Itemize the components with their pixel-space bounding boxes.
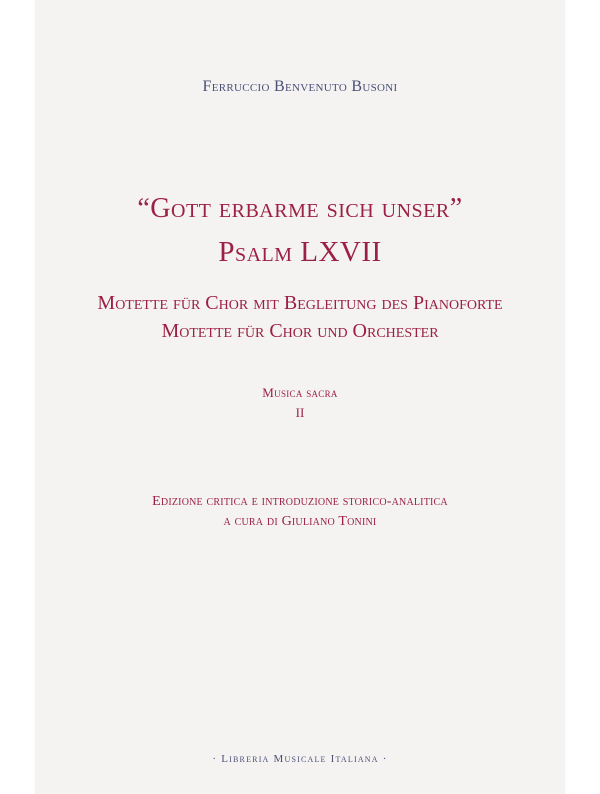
edition-line-2: a cura di Giuliano Tonini (223, 514, 377, 529)
author-name: Ferruccio Benvenuto Busoni (202, 78, 398, 95)
cover-page (35, 0, 565, 794)
series-name: Musica sacra (262, 385, 338, 400)
title-line-1: “Gott erbarme sich unser” (137, 193, 463, 224)
publisher-name: · Libreria Musicale Italiana · (212, 753, 388, 765)
subtitle-line-1: Motette für Chor mit Begleitung des Pianoforte (97, 292, 503, 314)
edition-line-1: Edizione critica e introduzione storico-analitica (152, 494, 448, 509)
series-number: II (295, 405, 305, 420)
subtitle-line-2: Motette für Chor und Orchester (161, 320, 439, 342)
title-line-2: Psalm LXVII (218, 236, 382, 268)
